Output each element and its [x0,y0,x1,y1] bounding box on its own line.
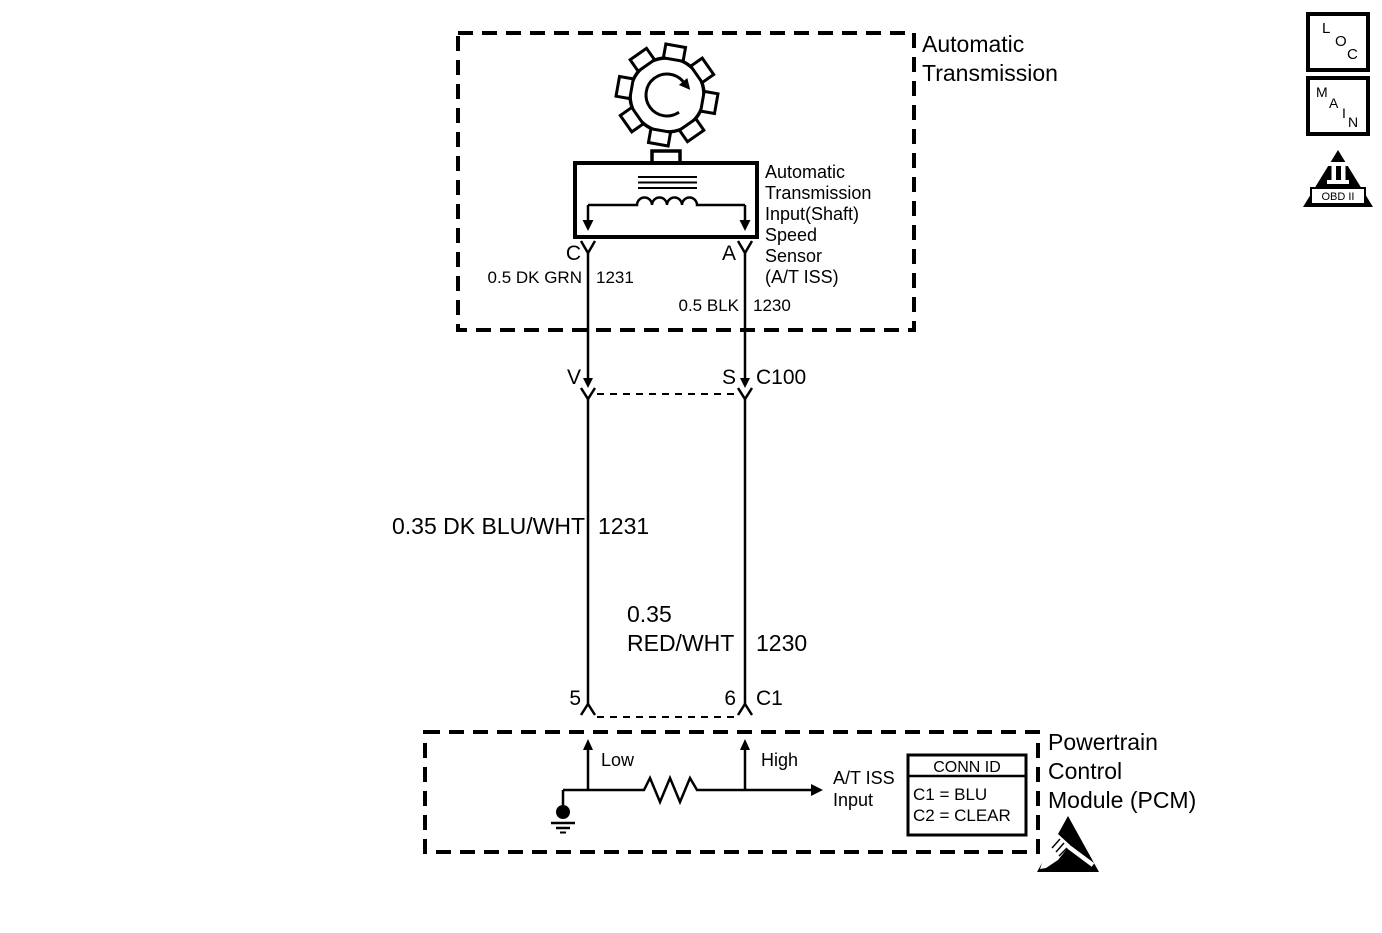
conn-id-row-c2: C2 = CLEAR [913,806,1011,825]
loc-icon-letter[interactable]: L [1322,20,1331,37]
wire-left [581,253,595,715]
wire-spec-dk-grn: 0.5 DK GRN [487,268,582,287]
loc-icon-letter[interactable]: C [1347,46,1358,63]
resistor-icon [563,778,811,802]
conn-id-row-c1: C1 = BLU [913,785,988,804]
gear-icon [616,44,718,146]
wire-spec-dk-blu-wht: 0.35 DK BLU/WHT [392,513,585,539]
c1-pin-6: 6 [724,687,736,710]
c100-label: C100 [756,366,807,389]
pcm-box-label: Powertrain Control Module (PCM) [1048,729,1197,813]
pin-label-a: A [721,242,736,265]
circuit-number-1230-upper: 1230 [753,296,791,315]
pin-label-c: C [565,242,581,265]
c1-label: C1 [756,687,783,710]
ground-icon [551,790,575,833]
c100-pin-s: S [721,366,736,389]
speed-sensor-symbol [575,151,757,237]
c100-pin-v: V [566,366,581,389]
wire-right [738,253,752,715]
circuit-number-1230-mid: 1230 [756,630,808,656]
circuit-number-1231-upper: 1231 [596,268,634,287]
main-icon-letter[interactable]: A [1329,95,1339,111]
pcm-output-label: A/T ISS Input [833,768,895,810]
sensor-label: Automatic Transmission Input(Shaft) Speed Sensor (A/T ISS) [765,162,872,287]
c1-pin-5: 5 [569,687,581,710]
conn-id-header: CONN ID [933,759,1001,776]
main-icon-letter[interactable]: N [1348,114,1359,130]
pcm-low-label: Low [601,750,635,770]
wire-spec-blk: 0.5 BLK [678,296,739,315]
obd2-icon-label: OBD II [1321,191,1355,203]
esd-warning-icon [1037,816,1099,872]
circuit-number-1231-mid: 1231 [598,513,650,539]
transmission-box-label: Automatic Transmission [922,31,1058,86]
pcm-high-label: High [761,750,799,770]
loc-icon-letter[interactable]: O [1335,33,1347,50]
wire-spec-red-wht: 0.35 RED/WHT [627,601,735,656]
main-icon-letter[interactable]: I [1342,105,1346,121]
main-icon-letter[interactable]: M [1316,84,1328,100]
